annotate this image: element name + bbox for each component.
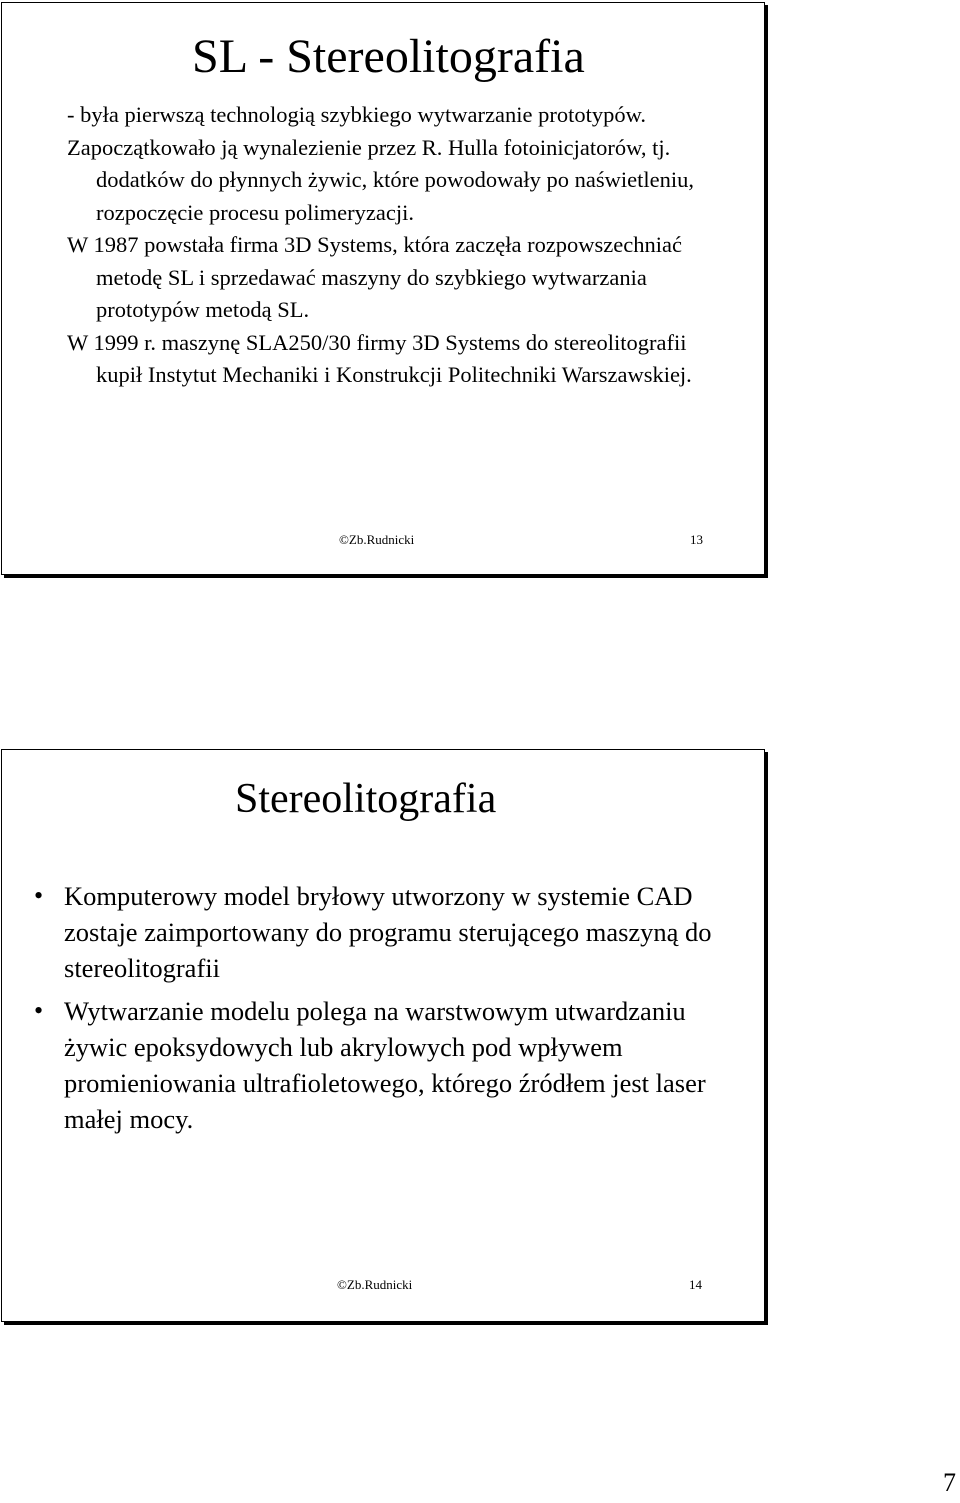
slide-title: SL - Stereolitografia xyxy=(192,30,585,83)
bullet-text: Komputerowy model bryłowy utworzony w systemie CAD zostaje zaimportowany do programu sterującego maszyną do stereolitografii xyxy=(64,881,712,983)
paragraph: W 1999 r. maszynę SLA250/30 firmy 3D Systems do stereolitografii kupił Instytut Mechaniki i Konstrukcji Politechniki Warszawskiej. xyxy=(67,329,692,387)
slide-14 xyxy=(1,749,765,1322)
bullet-icon: • xyxy=(34,881,44,910)
slide-number: 13 xyxy=(690,532,703,547)
page-number: 7 xyxy=(943,1468,956,1497)
slide-paragraph-list xyxy=(67,99,707,392)
slide-number: 14 xyxy=(689,1277,702,1292)
slide-13 xyxy=(1,2,765,575)
bullet-item xyxy=(34,993,734,1137)
paragraph: - była pierwszą technologią szybkiego wytwarzanie prototypów. xyxy=(67,102,646,127)
bullet-icon: • xyxy=(34,996,44,1025)
bullet-item xyxy=(34,878,734,986)
slide-title: Stereolitografia xyxy=(235,776,497,822)
footer-credit: ©Zb.Rudnicki xyxy=(339,532,415,547)
footer-credit: ©Zb.Rudnicki xyxy=(337,1277,413,1292)
paragraph: W 1987 powstała firma 3D Systems, która zaczęła rozpowszechniać metodę SL i sprzedawać maszyny do szybkiego wytwarzania prototypów metodą SL. xyxy=(67,232,682,322)
paragraph: Zapoczątkowało ją wynalezienie przez R. Hulla fotoinicjatorów, tj. dodatków do płynnych żywic, które powodowały po naświetleniu, rozpoczęcie procesu polimeryzacji. xyxy=(67,134,695,225)
bullet-text: Wytwarzanie modelu polega na warstwowym utwardzaniu żywic epoksydowych lub akrylowych pod wpływem promieniowania ultrafioletowego, którego źródłem jest laser małej mocy. xyxy=(64,996,706,1134)
slide-bullet-list xyxy=(34,878,734,1144)
